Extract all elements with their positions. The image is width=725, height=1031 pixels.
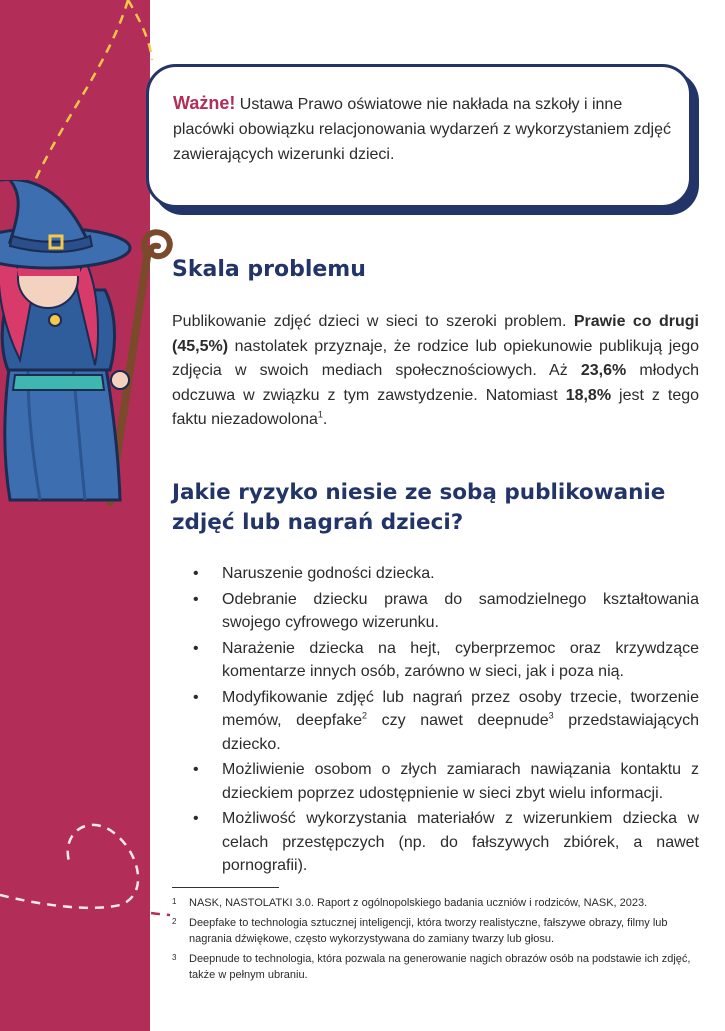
stat-18-percent: 18,8% xyxy=(565,386,612,404)
list-item-text: Możliwość wykorzystania materiałów z wizerunkiem dziecka w celach przestępczych (np. do fałszywych zbiórek, a nawet pornografii). xyxy=(222,810,699,874)
footnote-2 xyxy=(172,915,702,947)
stat-23-percent: 23,6% xyxy=(580,362,627,379)
callout-text-block xyxy=(173,91,673,167)
footnote-number: 3 xyxy=(172,953,177,962)
callout-label: Ważne! xyxy=(173,93,236,113)
footnote-text: NASK, NASTOLATKI 3.0. Raport z ogólnopolskiego badania uczniów i rodziców, NASK, 2023. xyxy=(189,897,648,909)
para-text-4: jest z tego faktu niezadowolona xyxy=(172,386,700,428)
bullet-icon: • xyxy=(193,590,199,608)
footnote-ref-1[interactable]: 1 xyxy=(317,409,323,420)
list-item-text: Narażenie dziecka na hejt, cyberprzemoc oraz krzywdzące komentarze innych osób, zarówno w sieci, jak i poza nią. xyxy=(222,639,699,680)
list-item-text: przedstawiających dziecko. xyxy=(222,712,700,753)
list-item xyxy=(193,758,699,805)
important-callout xyxy=(146,64,692,208)
problem-scale-paragraph xyxy=(172,310,699,433)
bullet-icon: • xyxy=(193,810,199,827)
footnote-number: 1 xyxy=(172,897,177,906)
callout-text: Ustawa Prawo oświatowe nie nakłada na szkoły i inne placówki obowiązku relacjonowania wydarzeń z wykorzystaniem zdjęć zawierających wizerunki dzieci. xyxy=(173,96,671,163)
bullet-icon: • xyxy=(193,565,199,582)
list-item xyxy=(193,686,699,757)
footnote-text: Deepfake to technologia sztucznej inteligencji, która tworzy realistyczne, fałszywe obrazy, filmy lub nagrania dźwiękowe, często wykorzystywana do zamiany twarzy lub głosu. xyxy=(189,917,668,945)
heading-problem-scale: Skala problemu xyxy=(172,257,366,282)
stat-45-percent: Prawie co drugi (45,5%) xyxy=(172,313,699,355)
footnote-1 xyxy=(172,895,702,911)
heading-risks: Jakie ryzyko niesie ze sobą publikowanie zdjęć lub nagrań dzieci? xyxy=(172,480,666,535)
list-item xyxy=(193,637,699,684)
para-text-2: nastolatek przyznaje, że rodzice lub opiekunowie publikują jego zdjęcia w swoich mediach społecznościowych. Aż xyxy=(172,337,699,379)
footnote-number: 2 xyxy=(172,917,177,926)
risk-list xyxy=(193,562,699,880)
footnote-divider xyxy=(172,887,279,888)
list-item-text: Modyfikowanie zdjęć lub nagrań przez osoby trzecie, tworzenie memów, deepfake xyxy=(222,688,699,729)
list-item xyxy=(193,588,699,635)
bullet-icon: • xyxy=(193,639,199,657)
list-item-text: Naruszenie godności dziecka. xyxy=(222,565,435,582)
witch-illustration xyxy=(0,180,185,510)
list-item-text: Możliwienie osobom o złych zamiarach nawiązania kontaktu z dzieckiem poprzez udostępnienie w sieci zbyt wielu informacji. xyxy=(222,761,699,802)
footnote-ref-2[interactable]: 2 xyxy=(362,710,368,721)
para-text-1: Publikowanie zdjęć dzieci w sieci to szeroki problem. xyxy=(172,313,574,330)
footnote-ref-3[interactable]: 3 xyxy=(548,710,554,721)
list-item xyxy=(193,807,699,878)
side-color-band xyxy=(0,0,150,1031)
para-text-3: młodych odczuwa w związku z tym zawstydzenie. Natomiast xyxy=(172,362,699,404)
list-item-text: Odebranie dziecku prawa do samodzielnego kształtowania swojego cyfrowego wizerunku. xyxy=(222,590,699,631)
footnotes xyxy=(172,895,702,987)
bullet-icon: • xyxy=(193,761,199,778)
footnote-3 xyxy=(172,951,702,983)
bullet-icon: • xyxy=(193,688,199,706)
list-item-text: czy nawet deepnude xyxy=(367,712,549,729)
footnote-text: Deepnude to technologia, która pozwala na generowanie nagich obrazów osób na podstawie ich zdjęć, także w pełnym ubraniu. xyxy=(189,953,691,981)
list-item xyxy=(193,562,699,586)
para-text-5: . xyxy=(322,411,328,428)
